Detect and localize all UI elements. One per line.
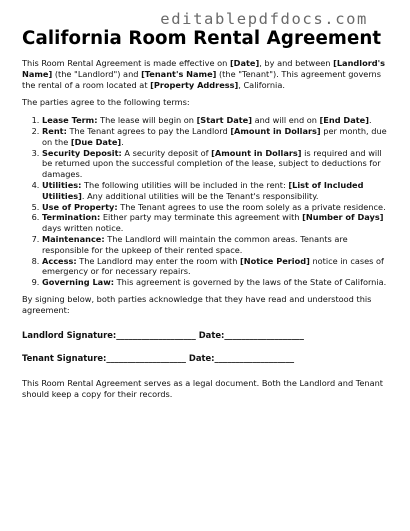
utilities-list-placeholder: [List of Included Utilities] (42, 179, 364, 201)
term-text: The Landlord may enter the room with (76, 255, 241, 266)
signature-intro: By signing below, both parties acknowledge that they have read and understood this agreement: (22, 293, 372, 315)
term-lease-term (42, 115, 394, 126)
property-address-placeholder: [Property Address] (150, 79, 239, 90)
intro-paragraph (22, 58, 394, 90)
term-heading: Utilities: (42, 179, 82, 190)
term-security-deposit (42, 148, 394, 180)
term-text: The Landlord will maintain the common areas. Tenants are responsible for the upkeep of their rented space. (42, 233, 348, 255)
effective-date-placeholder: [Date] (229, 58, 260, 68)
term-text: . (121, 136, 124, 147)
term-text: . (368, 115, 372, 126)
term-heading: Maintenance: (42, 233, 105, 244)
term-text: . Any additional utilities will be the Tenant's responsibility. (81, 190, 319, 201)
term-text: and will end on (251, 115, 320, 126)
rent-amount-placeholder: [Amount in Dollars] (230, 125, 321, 136)
site-watermark: editablepdfdocs.com (160, 10, 368, 28)
due-date-placeholder: [Due Date] (70, 136, 122, 147)
term-heading: Security Deposit: (42, 147, 122, 158)
notice-days-placeholder: [Number of Days] (302, 212, 384, 223)
start-date-placeholder: [Start Date] (196, 115, 252, 126)
term-text: The Tenant agrees to pay the Landlord (66, 125, 231, 136)
term-text: days written notice. (42, 223, 124, 234)
term-access (42, 256, 394, 278)
term-text: notice in cases of emergency or for necessary repairs. (42, 255, 384, 277)
document-page (22, 28, 394, 400)
end-date-placeholder: [End Date] (319, 115, 369, 126)
tenant-signature-line: Tenant Signature:___________________ Date:___________________ (22, 353, 295, 364)
closing-paragraph: This Room Rental Agreement serves as a legal document. Both the Landlord and Tenant should keep a copy for their records. (22, 378, 384, 399)
term-heading: Access: (42, 255, 77, 266)
parties-agree-text: The parties agree to the following terms: (22, 97, 190, 108)
intro-text: (the "Tenant"). This agreement governs the rental of a room located at (22, 68, 381, 90)
term-heading: Use of Property: (42, 201, 118, 212)
landlord-name-placeholder: [Landlord's Name] (22, 58, 385, 79)
term-heading: Lease Term: (42, 115, 98, 126)
intro-text: (the "Landlord") and (52, 68, 142, 79)
term-heading: Termination: (42, 212, 101, 223)
term-use-of-property (42, 202, 394, 213)
term-rent (42, 126, 394, 148)
document-title: California Room Rental Agreement (22, 28, 382, 49)
term-termination (42, 212, 394, 234)
intro-text: , by and between (259, 58, 334, 68)
term-utilities (42, 180, 394, 202)
term-text: The Tenant agrees to use the room solely as a private residence. (117, 201, 386, 212)
term-heading: Rent: (42, 125, 67, 136)
term-heading: Governing Law: (42, 277, 115, 288)
landlord-signature-line: Landlord Signature:___________________ Date:___________________ (22, 329, 304, 340)
term-text: per month, due on the (42, 125, 387, 147)
term-text: Either party may terminate this agreement with (100, 212, 303, 223)
tenant-name-placeholder: [Tenant's Name] (141, 68, 217, 79)
term-text: This agreement is governed by the laws of the State of California. (114, 277, 387, 288)
term-governing-law (42, 277, 394, 288)
terms-list (22, 115, 394, 288)
term-maintenance (42, 234, 394, 256)
term-text: A security deposit of (121, 147, 212, 158)
notice-period-placeholder: [Notice Period] (240, 255, 310, 266)
intro-text: This Room Rental Agreement is made effective on (22, 58, 230, 68)
term-text: The lease will begin on (97, 115, 197, 126)
intro-text: , California. (238, 79, 285, 90)
deposit-amount-placeholder: [Amount in Dollars] (211, 147, 302, 158)
term-text: is required and will be returned upon the successful completion of the lease, subject to deductions for damages. (42, 147, 382, 180)
term-text: The following utilities will be included in the rent: (81, 179, 289, 190)
